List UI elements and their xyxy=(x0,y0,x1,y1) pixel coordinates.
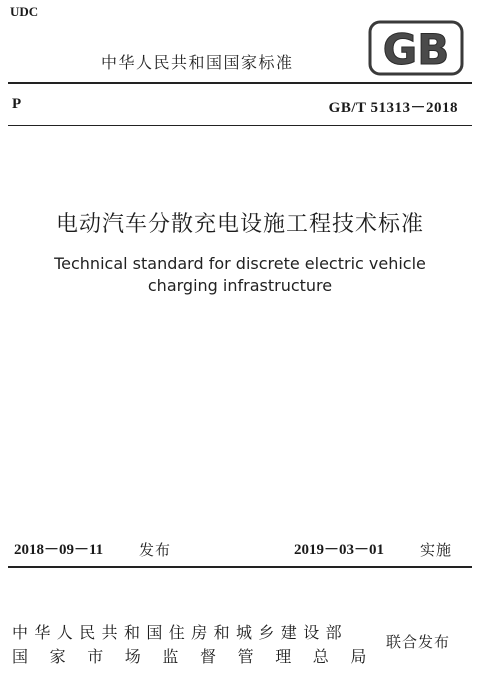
implement-label: 实施 xyxy=(420,541,453,559)
issue-date: 2018－09－11 xyxy=(14,542,104,558)
udc-label: UDC xyxy=(10,4,39,19)
implement-date: 2019－03－01 xyxy=(294,542,385,558)
issuer-administration: 国家市场监督管理总局 xyxy=(12,647,389,666)
issuer-ministry: 中华人民共和国住房和城乡建设部 xyxy=(12,623,349,642)
national-standard-heading: 中华人民共和国国家标准 xyxy=(101,53,294,72)
issue-label: 发布 xyxy=(139,541,172,559)
joint-issue-label: 联合发布 xyxy=(386,633,451,651)
standard-number: GB/T 51313－2018 xyxy=(328,100,458,116)
title-chinese: 电动汽车分散充电设施工程技术标准 xyxy=(55,212,424,237)
footer-rule xyxy=(8,566,472,568)
title-english-line-1: Technical standard for discrete electric vehicle xyxy=(54,254,426,273)
header-rule xyxy=(8,125,472,126)
gb-logo-text: GB xyxy=(382,25,450,74)
top-rule xyxy=(8,82,472,84)
title-english-line-2: charging infrastructure xyxy=(147,276,333,295)
gb-logo xyxy=(368,20,464,76)
classification-code: P xyxy=(12,96,22,112)
